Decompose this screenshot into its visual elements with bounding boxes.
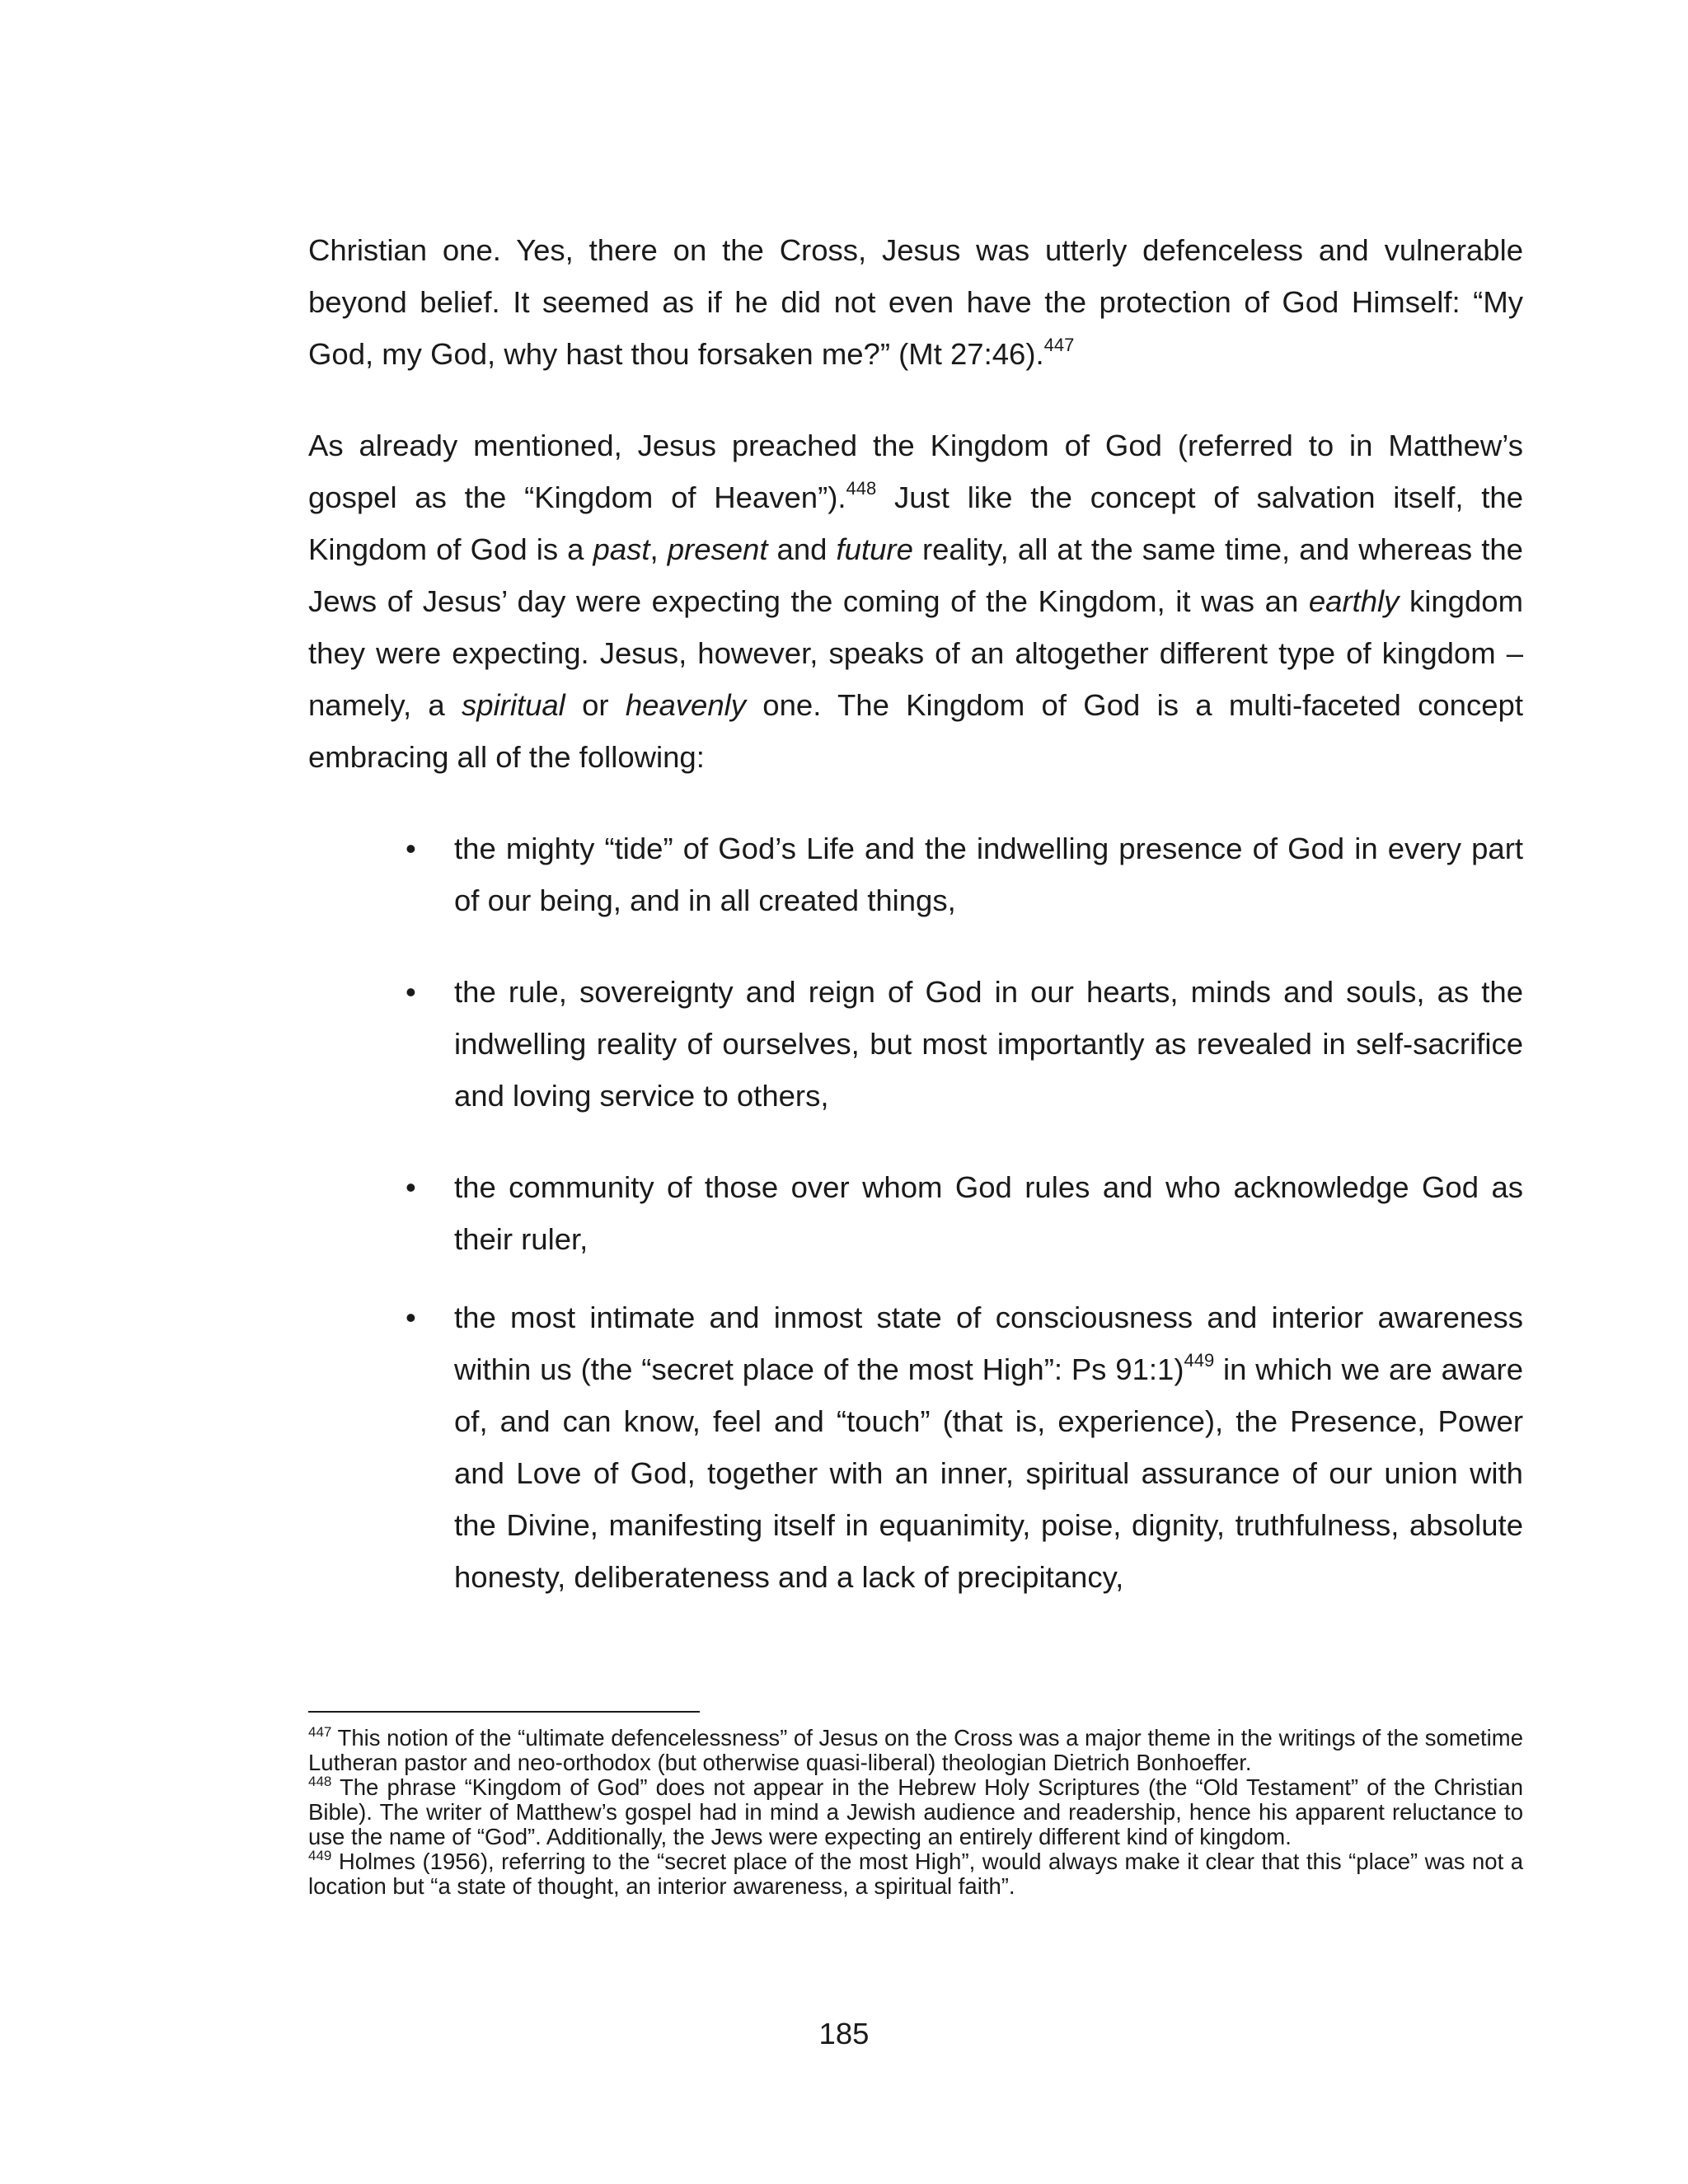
footnote-ref-448[interactable]: 448	[846, 478, 877, 499]
footnote-449	[308, 1849, 1523, 1899]
italic-past: past	[593, 532, 650, 566]
paragraph-text: As already mentioned, Jesus preached the Kingdom of God (referred to in Matthew’s gospel as the “Kingdom of Heaven”).	[308, 429, 1523, 514]
footnote-447	[308, 1726, 1523, 1775]
paragraph-text: or	[565, 688, 626, 722]
paragraph-text: Christian one. Yes, there on the Cross, Jesus was utterly defenceless and vulnerable beyond belief. It seemed as if he did not even have the protection of God Himself: “My God, my God, why hast thou forsaken me?” (Mt 27:46).	[308, 233, 1523, 371]
footnote-text: Holmes (1956), referring to the “secret place of the most High”, would always make it clear that this “place” was not a location but “a state of thought, an interior awareness, a spiritual faith”.	[308, 1849, 1523, 1899]
main-text	[308, 224, 1523, 1603]
footnote-number: 449	[308, 1848, 332, 1863]
footnote-ref-447[interactable]: 447	[1043, 335, 1075, 355]
bullet-icon: •	[406, 832, 416, 865]
footnote-text: The phrase “Kingdom of God” does not appear in the Hebrew Holy Scriptures (the “Old Testament” of the Christian Bible). The writer of Matthew’s gospel had in mind a Jewish audience and readership, hence his apparent reluctance to use the name of “God”. Additionally, the Jews were expecting an entirely different kind of kingdom.	[308, 1774, 1523, 1849]
list-item-text: the mighty “tide” of God’s Life and the indwelling presence of God in every part of our being, and in all created things,	[454, 832, 1523, 917]
list-item	[308, 823, 1523, 926]
list-item	[308, 1161, 1523, 1265]
list-item-text: in which we are aware of, and can know, feel and “touch” (that is, experience), the Presence, Power and Love of God, together with an inner, spiritual assurance of our union with the Divine, manifesting itself in equanimity, poise, dignity, truthfulness, absolute honesty, deliberateness and a lack of precipitancy,	[454, 1352, 1523, 1594]
italic-present: present	[667, 532, 768, 566]
paragraph-2	[308, 419, 1523, 783]
paragraph-1	[308, 224, 1523, 380]
paragraph-text: ,	[649, 532, 668, 566]
italic-earthly: earthly	[1308, 584, 1400, 618]
footnote-number: 447	[308, 1724, 332, 1740]
footnote-text: This notion of the “ultimate defencelessness” of Jesus on the Cross was a major theme in the writings of the sometime Lutheran pastor and neo-orthodox (but otherwise quasi-liberal) theologian Dietrich Bonhoeffer.	[308, 1725, 1523, 1775]
paragraph-text: and	[767, 532, 837, 566]
paragraph-text: kingdom they were expecting. Jesus, however, speaks of an altogether different type of kingdom – namely, a	[308, 584, 1523, 722]
list-item	[308, 1291, 1523, 1603]
footnotes	[308, 1726, 1523, 1899]
page-number: 185	[818, 2017, 870, 2050]
bullet-list	[308, 823, 1523, 1603]
list-item	[308, 966, 1523, 1122]
italic-heavenly: heavenly	[625, 688, 746, 722]
list-item-text: the most intimate and inmost state of consciousness and interior awareness within us (the “secret place of the most High”: Ps 91:1)	[454, 1301, 1523, 1386]
bullet-icon: •	[406, 1170, 416, 1204]
list-item-text: the rule, sovereignty and reign of God in our hearts, minds and souls, as the indwelling reality of ourselves, but most importantly as revealed in self-sacrifice and loving service to others,	[454, 975, 1523, 1113]
italic-future: future	[836, 532, 913, 566]
paragraph-text: one. The Kingdom of God is a multi-faceted concept embracing all of the following:	[308, 688, 1523, 774]
footnote-ref-449[interactable]: 449	[1184, 1350, 1215, 1371]
footnote-separator	[308, 1711, 700, 1713]
bullet-icon: •	[406, 1301, 416, 1334]
paragraph-text: Just like the concept of salvation itself, the Kingdom of God is a	[308, 480, 1523, 566]
footnote-448	[308, 1775, 1523, 1849]
footnote-number: 448	[308, 1774, 332, 1789]
list-item-text: the community of those over whom God rules and who acknowledge God as their ruler,	[454, 1170, 1523, 1256]
paragraph-text: reality, all at the same time, and whereas the Jews of Jesus’ day were expecting the coming of the Kingdom, it was an	[308, 532, 1523, 618]
italic-spiritual: spiritual	[462, 688, 565, 722]
bullet-icon: •	[406, 975, 416, 1009]
